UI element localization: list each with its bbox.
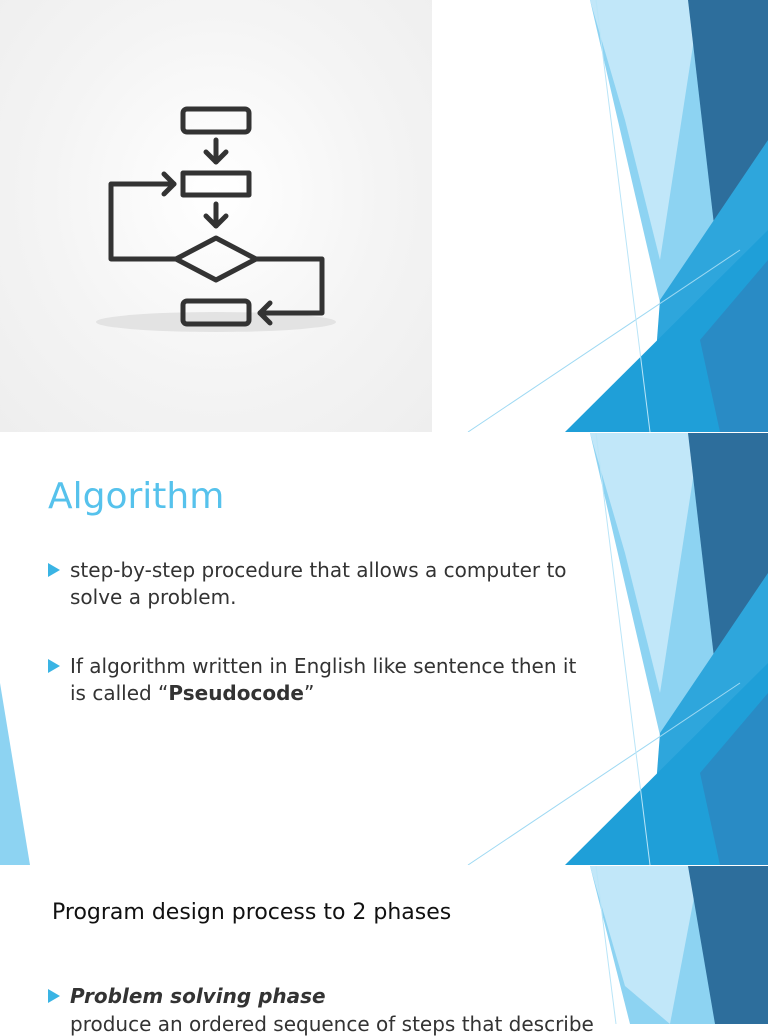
triangle-bullet-icon xyxy=(48,659,60,673)
slide-title: Algorithm xyxy=(48,476,225,517)
pseudocode-term: Pseudocode xyxy=(168,681,304,705)
list-item xyxy=(48,653,588,707)
bullet-text: step-by-step procedure that allows a computer to solve a problem. xyxy=(70,558,567,609)
triangle-bullet-icon xyxy=(48,563,60,577)
cut-off-line: produce an ordered sequence of steps that describe xyxy=(70,1012,594,1036)
bullet-text: Problem solving phase xyxy=(70,984,326,1008)
bullet-list xyxy=(48,557,588,707)
list-item xyxy=(48,557,588,611)
flowchart-icon xyxy=(0,0,432,432)
bullet-text: If algorithm written in English like sentence then it is called “Pseudocode” xyxy=(70,654,577,705)
slide-heading: Program design process to 2 phases xyxy=(52,900,452,925)
slide-1 xyxy=(0,0,768,432)
bullet-list xyxy=(48,983,588,1010)
flowchart-illustration xyxy=(0,0,432,432)
triangle-bullet-icon xyxy=(48,989,60,1003)
list-item xyxy=(48,983,588,1010)
